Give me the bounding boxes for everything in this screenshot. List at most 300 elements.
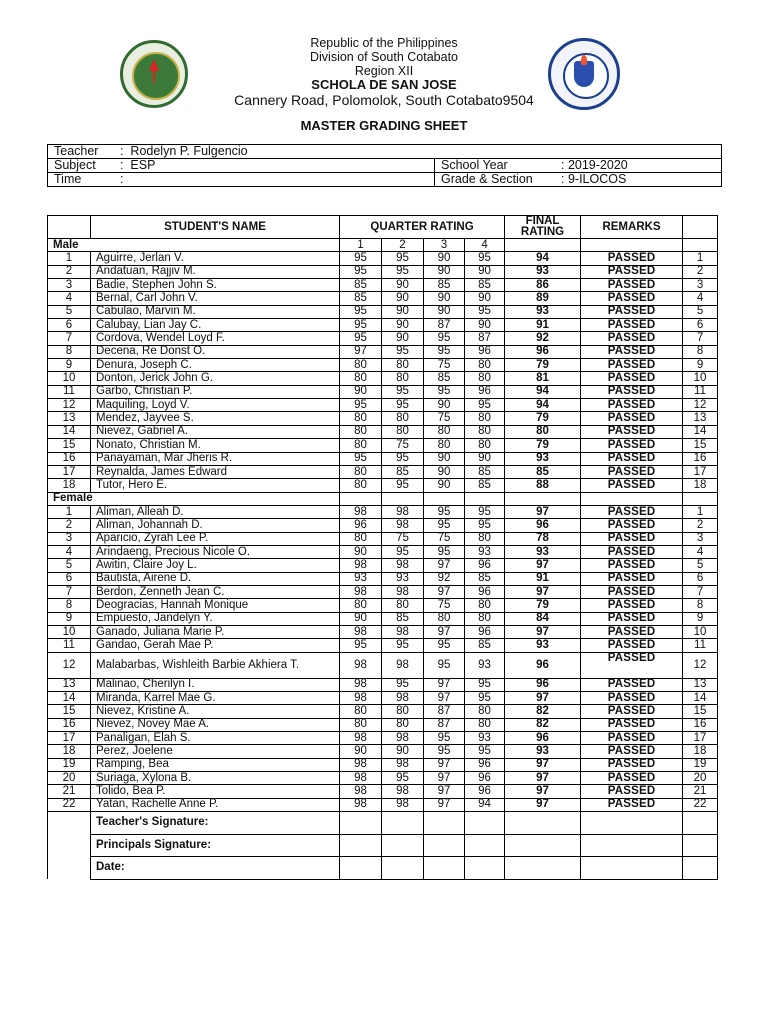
quarter-2-grade: 98 [382,652,424,678]
quarter-2-grade: 95 [382,399,424,412]
quarter-3-grade: 85 [424,372,465,385]
date-field [424,857,465,880]
quarter-3-grade: 80 [424,425,465,438]
quarter-4-grade: 87 [465,332,505,345]
remarks: PASSED [581,758,683,771]
quarter-1-grade: 98 [340,585,382,598]
student-name: Empuesto, Jandelyn Y. [91,612,340,625]
remarks: PASSED [581,465,683,478]
rank-number: 14 [683,692,718,705]
remarks: PASSED [581,572,683,585]
quarter-2-grade: 80 [382,425,424,438]
quarter-3-grade: 90 [424,265,465,278]
female-section-label: Female [48,492,340,505]
quarter-3-grade: 95 [424,639,465,652]
empty-cell [505,492,581,505]
empty-cell [340,492,382,505]
quarter-3-grade: 87 [424,705,465,718]
remarks: PASSED [581,439,683,452]
final-rating: 93 [505,639,581,652]
table-row [48,319,718,332]
quarter-3-grade: 87 [424,718,465,731]
quarter-4-grade: 96 [465,785,505,798]
student-number: 19 [48,758,91,771]
empty-cell [382,492,424,505]
table-row [48,265,718,278]
quarter-2-grade: 80 [382,599,424,612]
quarter-3-grade: 95 [424,652,465,678]
teacher-signature-label: Teacher's Signature: [91,812,340,835]
quarter-4-grade: 96 [465,585,505,598]
teacher-signature-field [465,812,505,835]
student-name: Decena, Re Donst O. [91,345,340,358]
student-name: Suriaga, Xylona B. [91,772,340,785]
quarter-4-grade: 90 [465,265,505,278]
table-row [48,732,718,745]
remarks: PASSED [581,545,683,558]
final-rating: 97 [505,625,581,638]
principal-signature-field [382,834,424,857]
quarter-3-grade: 97 [424,692,465,705]
final-rating: 97 [505,559,581,572]
student-number: 14 [48,692,91,705]
student-number: 18 [48,745,91,758]
header-no-cell [48,216,91,239]
student-name: Nonato, Christian M. [91,439,340,452]
remarks: PASSED [581,332,683,345]
empty-cell [683,239,718,252]
student-name: Tutor, Hero E. [91,479,340,492]
student-name: Perez, Joelene [91,745,340,758]
student-number: 15 [48,439,91,452]
quarter-1-grade: 80 [340,705,382,718]
rank-number: 1 [683,505,718,518]
quarter-3-grade: 75 [424,599,465,612]
final-rating: 96 [505,345,581,358]
table-row [48,692,718,705]
quarter-2-grade: 95 [382,678,424,691]
quarter-3-grade: 85 [424,279,465,292]
quarter-3-grade: 97 [424,758,465,771]
quarter-4-grade: 95 [465,519,505,532]
quarter-2-grade: 75 [382,532,424,545]
remarks: PASSED [581,559,683,572]
quarter-2-grade: 80 [382,412,424,425]
student-name: Cordova, Wendel Loyd F. [91,332,340,345]
quarter-3-grade: 90 [424,479,465,492]
rank-number: 7 [683,585,718,598]
student-name: Aliman, Johannah D. [91,519,340,532]
quarter-2-grade: 85 [382,465,424,478]
time-cell: Time : [48,173,435,187]
rank-number: 18 [683,745,718,758]
quarter-4-grade: 90 [465,452,505,465]
remarks: PASSED [581,505,683,518]
principal-signature-field [581,834,683,857]
quarter-3-grade: 97 [424,798,465,811]
quarter-4-grade: 85 [465,465,505,478]
principal-signature-field [340,834,382,857]
quarter-2-grade: 90 [382,745,424,758]
remarks: PASSED [581,425,683,438]
student-name: Donton, Jerick John G. [91,372,340,385]
quarter-2-grade: 95 [382,265,424,278]
male-section-row [48,239,718,252]
empty-cell [581,492,683,505]
student-number: 5 [48,305,91,318]
student-name: Bautista, Airene D. [91,572,340,585]
table-row [48,399,718,412]
teacher-signature-row [48,812,718,835]
rank-number: 21 [683,785,718,798]
student-name: Maquiling, Loyd V. [91,399,340,412]
quarter-1-grade: 95 [340,265,382,278]
rank-number: 5 [683,559,718,572]
table-row [48,292,718,305]
quarter-2-grade: 80 [382,372,424,385]
remarks: PASSED [581,678,683,691]
quarter-3-grade: 80 [424,612,465,625]
table-row [48,332,718,345]
final-rating: 93 [505,452,581,465]
table-row [48,572,718,585]
remarks: PASSED [581,519,683,532]
table-row [48,412,718,425]
rank-number: 3 [683,532,718,545]
remarks: PASSED [581,692,683,705]
rank-number: 7 [683,332,718,345]
final-rating: 79 [505,599,581,612]
table-row [48,279,718,292]
quarter-4-grade: 93 [465,732,505,745]
empty-cell [424,492,465,505]
quarter-4-grade: 85 [465,572,505,585]
rank-number: 22 [683,798,718,811]
quarter-2-grade: 80 [382,359,424,372]
student-number: 20 [48,772,91,785]
quarter-4-grade: 80 [465,718,505,731]
quarter-1-grade: 97 [340,345,382,358]
final-rating: 84 [505,612,581,625]
quarter-4-grade: 95 [465,505,505,518]
quarter-4-grade: 95 [465,678,505,691]
student-number: 2 [48,265,91,278]
remarks: PASSED [581,732,683,745]
header-republic: Republic of the Philippines [310,36,458,50]
table-row [48,305,718,318]
student-number: 15 [48,705,91,718]
table-row [48,639,718,652]
quarter-1-grade: 98 [340,732,382,745]
rank-number: 11 [683,385,718,398]
quarter-3-grade: 97 [424,772,465,785]
student-number: 7 [48,332,91,345]
student-name: Nievez, Kristine A. [91,705,340,718]
header-division: Division of South Cotabato [309,50,458,64]
empty-cell [48,857,91,880]
quarter-1-grade: 98 [340,692,382,705]
table-row [48,599,718,612]
quarter-1-grade: 95 [340,399,382,412]
quarter-3-grade: 95 [424,332,465,345]
header-remarks: REMARKS [581,216,683,239]
student-number: 18 [48,479,91,492]
school-year-cell: School Year : 2019-2020 [435,159,722,173]
student-name: Malinao, Cherilyn I. [91,678,340,691]
quarter-4-grade: 90 [465,292,505,305]
quarter-2-grade: 98 [382,785,424,798]
quarter-3-grade: 95 [424,732,465,745]
date-field [683,857,718,880]
quarter-3-grade: 97 [424,559,465,572]
final-rating: 79 [505,412,581,425]
quarter-3-grade: 75 [424,359,465,372]
quarter-2-grade: 98 [382,505,424,518]
subject-cell: Subject : ESP [48,159,435,173]
quarter-4-grade: 95 [465,399,505,412]
page-title: MASTER GRADING SHEET [300,118,468,133]
final-rating: 97 [505,785,581,798]
grade-section-label: Grade & Section [441,172,533,186]
quarter-2-grade: 95 [382,345,424,358]
student-number: 2 [48,519,91,532]
table-row [48,718,718,731]
quarter-3-grade: 95 [424,745,465,758]
final-rating: 93 [505,305,581,318]
quarter-4-grade: 85 [465,279,505,292]
student-number: 17 [48,732,91,745]
table-row [48,585,718,598]
quarter-3-grade: 90 [424,252,465,265]
quarter-2-grade: 93 [382,572,424,585]
teacher-signature-field [340,812,382,835]
time-label: Time [54,172,82,186]
teacher-cell: Teacher : Rodelyn P. Fulgencio [48,145,722,159]
quarter-2-grade: 75 [382,439,424,452]
rank-number: 18 [683,479,718,492]
quarter-4-grade: 93 [465,545,505,558]
final-rating: 96 [505,519,581,532]
student-number: 13 [48,412,91,425]
remarks: PASSED [581,399,683,412]
quarter-1-grade: 98 [340,785,382,798]
quarter-1-grade: 95 [340,319,382,332]
quarter-2-grade: 90 [382,332,424,345]
quarter-2-grade: 80 [382,705,424,718]
remarks: PASSED [581,652,683,678]
principal-signature-field [424,834,465,857]
empty-cell [683,492,718,505]
rank-number: 2 [683,265,718,278]
quarter-1-grade: 90 [340,385,382,398]
student-number: 12 [48,652,91,678]
table-row [48,545,718,558]
table-row [48,425,718,438]
quarter-3-grade: 90 [424,292,465,305]
quarter-2-grade: 85 [382,612,424,625]
student-number: 8 [48,599,91,612]
quarter-4-grade: 95 [465,305,505,318]
student-name: Aparicio, Zyrah Lee P. [91,532,340,545]
school-year-value: 2019-2020 [567,158,628,172]
quarter-1-grade: 98 [340,505,382,518]
rank-number: 9 [683,612,718,625]
final-rating: 82 [505,705,581,718]
table-header-row [48,216,718,239]
student-number: 22 [48,798,91,811]
quarter-1-grade: 80 [340,412,382,425]
header-rank-cell [683,216,718,239]
student-name: Reynalda, James Edward [91,465,340,478]
quarter-4-grade: 96 [465,772,505,785]
quarter-3-grade: 80 [424,439,465,452]
quarter-1-grade: 80 [340,465,382,478]
final-rating: 97 [505,772,581,785]
quarter-4-grade: 96 [465,559,505,572]
quarter-3-grade: 90 [424,305,465,318]
remarks: PASSED [581,359,683,372]
student-name: Nievez, Novey Mae A. [91,718,340,731]
principal-signature-field [465,834,505,857]
rank-number: 11 [683,639,718,652]
student-number: 4 [48,545,91,558]
remarks: PASSED [581,639,683,652]
school-seal-icon [120,40,188,108]
rank-number: 10 [683,625,718,638]
remarks: PASSED [581,265,683,278]
date-field [505,857,581,880]
quarter-1-grade: 98 [340,652,382,678]
quarter-3-grade: 97 [424,785,465,798]
table-row [48,559,718,572]
table-row [48,252,718,265]
final-rating: 82 [505,718,581,731]
quarter-1-grade: 98 [340,559,382,572]
quarter-1-grade: 95 [340,332,382,345]
student-number: 1 [48,505,91,518]
empty-cell [465,492,505,505]
rank-number: 16 [683,452,718,465]
table-row [48,745,718,758]
final-rating: 97 [505,692,581,705]
rank-number: 20 [683,772,718,785]
quarter-1-grade: 90 [340,545,382,558]
quarter-1-grade: 98 [340,625,382,638]
student-name: Gandao, Gerah Mae P. [91,639,340,652]
rank-number: 16 [683,718,718,731]
info-table [47,144,722,187]
quarter-2-grade: 95 [382,772,424,785]
rank-number: 13 [683,412,718,425]
final-rating: 96 [505,732,581,745]
quarter-2-grade: 95 [382,479,424,492]
rank-number: 9 [683,359,718,372]
document-header [0,36,768,108]
quarter-2-grade: 98 [382,758,424,771]
final-rating: 79 [505,439,581,452]
quarter-4-grade: 80 [465,612,505,625]
final-rating: 79 [505,359,581,372]
quarter-1-grade: 98 [340,758,382,771]
quarter-2-grade: 98 [382,585,424,598]
male-section-label: Male [48,239,340,252]
student-number: 17 [48,465,91,478]
quarter-number-1: 1 [340,239,382,252]
student-name: Ganado, Juliana Marie P. [91,625,340,638]
quarter-3-grade: 95 [424,519,465,532]
rank-number: 3 [683,279,718,292]
rank-number: 15 [683,705,718,718]
table-row [48,345,718,358]
deped-seal-icon [548,38,620,110]
quarter-1-grade: 80 [340,359,382,372]
table-row [48,452,718,465]
date-field [581,857,683,880]
quarter-4-grade: 85 [465,479,505,492]
final-rating: 81 [505,372,581,385]
rank-number: 12 [683,399,718,412]
quarter-4-grade: 95 [465,745,505,758]
quarter-1-grade: 95 [340,452,382,465]
final-rating: 93 [505,545,581,558]
final-rating: 92 [505,332,581,345]
quarter-4-grade: 80 [465,412,505,425]
student-number: 7 [48,585,91,598]
student-name: Garbo, Christian P. [91,385,340,398]
quarter-2-grade: 98 [382,559,424,572]
quarter-1-grade: 85 [340,292,382,305]
quarter-3-grade: 97 [424,678,465,691]
quarter-1-grade: 80 [340,599,382,612]
quarter-number-4: 4 [465,239,505,252]
student-name: Calubay, Lian Jay C. [91,319,340,332]
rank-number: 12 [683,652,718,678]
student-name: Panaligan, Elah S. [91,732,340,745]
table-row [48,439,718,452]
table-row [48,505,718,518]
final-rating: 91 [505,572,581,585]
rank-number: 15 [683,439,718,452]
student-name: Yatan, Rachelle Anne P. [91,798,340,811]
final-rating: 94 [505,399,581,412]
table-row [48,785,718,798]
student-number: 13 [48,678,91,691]
quarter-2-grade: 95 [382,639,424,652]
quarter-4-grade: 80 [465,705,505,718]
final-rating: 97 [505,758,581,771]
student-number: 16 [48,718,91,731]
date-field [465,857,505,880]
teacher-signature-field [382,812,424,835]
student-number: 8 [48,345,91,358]
student-name: Cabulao, Marvin M. [91,305,340,318]
quarter-1-grade: 95 [340,639,382,652]
quarter-4-grade: 90 [465,319,505,332]
student-number: 11 [48,639,91,652]
remarks: PASSED [581,279,683,292]
rank-number: 4 [683,545,718,558]
quarter-4-grade: 96 [465,385,505,398]
quarter-1-grade: 98 [340,678,382,691]
student-name: Bernal, Carl John V. [91,292,340,305]
student-name: Malabarbas, Wishleith Barbie Akhiera T. [91,652,340,678]
date-field [382,857,424,880]
remarks: PASSED [581,452,683,465]
student-number: 10 [48,372,91,385]
principal-signature-label: Principals Signature: [91,834,340,857]
table-row [48,772,718,785]
final-rating: 97 [505,585,581,598]
